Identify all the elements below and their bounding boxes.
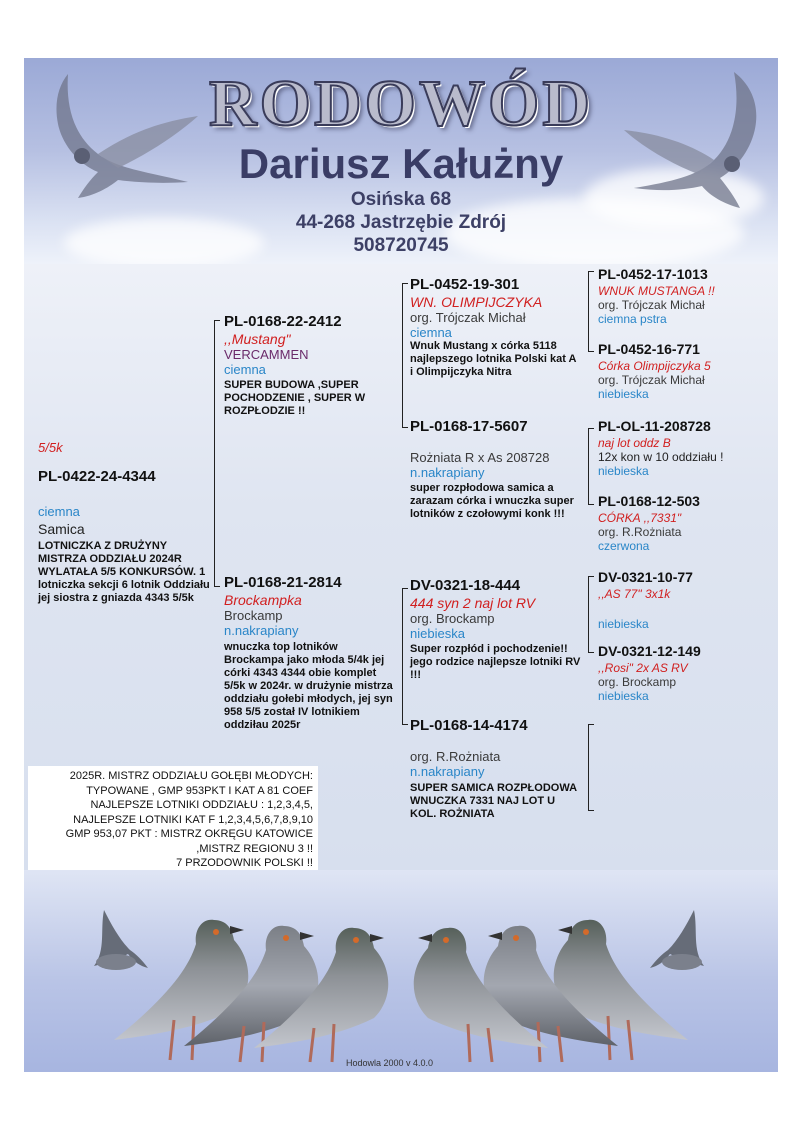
mm-color: n.nakrapiany <box>410 764 485 779</box>
g2-name: Córka Olimpijczyka 5 <box>598 359 711 373</box>
great-grandparent-3-card <box>598 417 776 478</box>
mf-origin: org. Brockamp <box>410 611 495 626</box>
g5-ring: DV-0321-10-77 <box>598 569 693 585</box>
g6-name: ,,Rosi" 2x AS RV <box>598 661 688 675</box>
pedigree-sheet <box>24 58 778 1072</box>
g6-ring: DV-0321-12-149 <box>598 643 701 659</box>
fm-origin: Rożniata R x As 208728 <box>410 450 550 465</box>
subject-card <box>38 440 218 605</box>
g4-origin: org. R.Rożniata <box>598 525 682 539</box>
paternal-grandmother-card <box>410 417 582 521</box>
g6-color: niebieska <box>598 689 649 703</box>
g5-name: ,,AS 77" 3x1k <box>598 587 671 601</box>
great-grandparent-2-card <box>598 340 776 401</box>
page-title: RODOWÓD <box>209 67 593 140</box>
father-color: ciemna <box>224 362 266 377</box>
fm-color: n.nakrapiany <box>410 465 485 480</box>
connector-tick <box>588 504 594 505</box>
maternal-grandfather-card <box>410 576 582 682</box>
connector-tick <box>214 320 220 321</box>
mf-color: niebieska <box>410 626 465 641</box>
connector-gen3-c <box>588 576 589 652</box>
g2-origin: org. Trójczak Michał <box>598 373 705 387</box>
mf-name: 444 syn 2 naj lot RV <box>410 595 536 611</box>
great-grandparent-4-card <box>598 492 776 553</box>
mm-description: SUPER SAMICA ROZPŁODOWA WNUCZKA 7331 NAJ LOT U KOL. ROŻNIATA <box>410 782 577 820</box>
mm-origin: org. R.Rożniata <box>410 749 501 764</box>
note-line: TYPOWANE , GMP 953PKT I KAT A 81 COEF <box>86 784 313 797</box>
g3-ring: PL-OL-11-208728 <box>598 418 711 434</box>
footer-banner <box>24 870 778 1072</box>
connector-tick <box>402 724 408 725</box>
connector-tick <box>588 351 594 352</box>
g4-ring: PL-0168-12-503 <box>598 493 700 509</box>
mother-ring: PL-0168-21-2814 <box>224 574 342 591</box>
father-description: SUPER BUDOWA ,SUPER POCHODZENIE , SUPER W ROZPŁODZIE !! <box>224 379 366 417</box>
owner-city: 44-268 Jastrzębie Zdrój <box>295 212 507 233</box>
ff-color: ciemna <box>410 325 452 340</box>
mother-origin: Brockamp <box>224 608 283 623</box>
ff-description: Wnuk Mustang x córka 5118 najlepszego lotnika Polski kat A i Olimpijczyka Nitra <box>410 340 577 378</box>
g4-color: czerwona <box>598 539 650 553</box>
connector-tick <box>402 427 408 428</box>
mother-color: n.nakrapiany <box>224 623 299 638</box>
note-line: 2025R. MISTRZ ODDZIAŁU GOŁĘBI MŁODYCH: <box>69 770 313 782</box>
small-pigeon-left-icon <box>94 910 148 970</box>
fm-description: super rozpłodowa samica a zarazam córka i wnuczka super lotników z czołowymi konk !!! <box>410 482 574 520</box>
software-footnote: Hodowla 2000 v 4.0.0 <box>346 1058 434 1068</box>
connector-tick <box>402 588 408 589</box>
achievements-note <box>28 766 318 883</box>
g1-origin: org. Trójczak Michał <box>598 298 705 312</box>
connector-tick <box>588 724 594 725</box>
note-line: NAJLEPSZE LOTNIKI KAT F 1,2,3,4,5,6,7,8,9,10 <box>73 813 313 826</box>
g1-color: ciemna pstra <box>598 312 667 326</box>
note-line: ,MISTRZ REGIONU 3 !! <box>196 842 313 855</box>
g3-origin: 12x kon w 10 oddziału ! <box>598 450 724 464</box>
g2-ring: PL-0452-16-771 <box>598 341 700 357</box>
pigeons-illustration <box>24 870 778 1072</box>
subject-ring: PL-0422-24-4344 <box>38 468 156 485</box>
mother-name: Brockampka <box>224 592 302 608</box>
connector-gen3-b <box>588 428 589 504</box>
ff-name: WN. OLIMPIJCZYKA <box>410 294 543 310</box>
connector-tick <box>588 576 594 577</box>
connector-tick <box>588 810 594 811</box>
fm-ring: PL-0168-17-5607 <box>410 418 528 435</box>
subject-color: ciemna <box>38 504 80 519</box>
owner-name: Dariusz Kałużny <box>238 140 564 187</box>
g1-name: WNUK MUSTANGA !! <box>598 284 715 298</box>
mf-description: Super rozpłód i pochodzenie!! jego rodzice najlepsze lotniki RV !!! <box>410 643 581 681</box>
pigeon-group-right-icon <box>414 920 688 1062</box>
g6-origin: org. Brockamp <box>598 675 677 689</box>
connector-tick <box>588 652 594 653</box>
g3-color: niebieska <box>598 464 649 478</box>
mother-description: wnuczka top lotników Brockampa jako młoda 5/4k jej córki 4343 4344 obie komplet 5/5k w 2024r. w drużynie mistrza oddziału gołebi młodych, jej syn 958 5/5 został IV lotnikiem oddziłau 2025r <box>224 641 393 731</box>
paternal-grandfather-card <box>410 275 582 379</box>
g4-name: CÓRKA ,,7331" <box>598 511 682 525</box>
mf-ring: DV-0321-18-444 <box>410 577 521 594</box>
connector-tick <box>402 283 408 284</box>
subject-note: 5/5k <box>38 440 63 455</box>
maternal-grandmother-card <box>410 716 582 821</box>
g3-name: naj lot oddz B <box>598 436 671 450</box>
subject-description: LOTNICZKA Z DRUŻYNY MISTRZA ODDZIAŁU 2024R WYLATAŁA 5/5 KONKURSÓW. 1 lotniczka sekcji 6 lotnik Oddziału jej siostra z gniazda 4343 5/5k <box>38 540 210 604</box>
small-pigeon-right-icon <box>650 910 704 970</box>
father-name: ,,Mustang" <box>224 331 291 347</box>
father-ring: PL-0168-22-2412 <box>224 313 342 330</box>
owner-phone: 508720745 <box>353 235 449 256</box>
note-line: NAJLEPSZE LOTNIKI ODDZIAŁU : 1,2,3,4,5, <box>90 799 313 811</box>
connector-tick <box>588 428 594 429</box>
great-grandparent-6-card <box>598 642 776 703</box>
owner-street: Osińska 68 <box>350 189 452 210</box>
father-card <box>224 312 394 418</box>
subject-sex: Samica <box>38 521 85 537</box>
connector-gen2-mother <box>402 588 403 724</box>
note-line: GMP 953,07 PKT : MISTRZ OKRĘGU KATOWICE <box>65 828 313 840</box>
connector-gen2-father <box>402 283 403 427</box>
great-grandparent-1-card <box>598 265 776 326</box>
mm-ring: PL-0168-14-4174 <box>410 717 528 734</box>
note-line: 7 PRZODOWNIK POLSKI !! <box>176 857 313 869</box>
connector-gen3-a <box>588 271 589 351</box>
connector-tick <box>588 271 594 272</box>
g5-color: niebieska <box>598 617 649 631</box>
connector-gen3-d <box>588 724 589 810</box>
ff-origin: org. Trójczak Michał <box>410 310 526 325</box>
header-banner <box>24 58 778 264</box>
pigeon-group-left-icon <box>114 920 388 1062</box>
father-origin: VERCAMMEN <box>224 347 309 362</box>
ff-ring: PL-0452-19-301 <box>410 276 520 293</box>
g2-color: niebieska <box>598 387 649 401</box>
great-grandparent-5-card <box>598 568 776 631</box>
mother-card <box>224 573 396 732</box>
g1-ring: PL-0452-17-1013 <box>598 266 708 282</box>
